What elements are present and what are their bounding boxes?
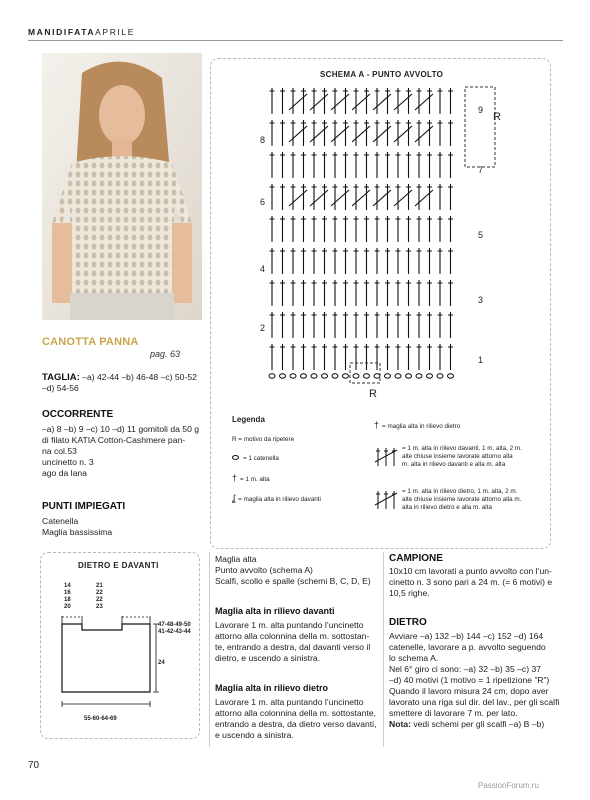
chart-stitch-symbol (322, 88, 327, 114)
chart-stitch-symbol (291, 312, 296, 338)
chart-stitch-symbol (270, 248, 275, 274)
chart-cross-symbol (331, 190, 349, 206)
chart-cross-symbol (415, 94, 433, 110)
chart-stitch-symbol (364, 120, 369, 146)
chart-stitch-symbol (385, 312, 390, 338)
chart-stitch-symbol (385, 280, 390, 306)
chart-stitch-symbol (301, 248, 306, 274)
chart-stitch-symbol (406, 120, 411, 146)
chart-cross-symbol (352, 126, 370, 142)
chart-cross-symbol (289, 94, 307, 110)
chart-stitch-symbol (354, 312, 359, 338)
chart-stitch-symbol (427, 152, 432, 178)
chart-stitch-symbol (438, 344, 443, 370)
chart-stitch-symbol (312, 280, 317, 306)
chart-stitch-symbol (312, 344, 317, 370)
chart-stitch-symbol (448, 216, 453, 242)
chart-chain-symbol (427, 374, 433, 378)
chart-stitch-symbol (438, 88, 443, 114)
chart-stitch-symbol (280, 280, 285, 306)
chart-stitch-symbol (427, 216, 432, 242)
chart-stitch-symbol (438, 120, 443, 146)
chart-stitch-symbol (301, 184, 306, 210)
dietro-text: Avviare –a) 132 –b) 144 –c) 152 –d) 164 catenelle, lavorare a p. avvolto seguendo lo schema A. Nel 6° giro ci sono: –a) 32 –b) 35 –c) 37 –d) 40 motivi (1 motivo = 1 ripetizione ”R”) Quando il lavoro misura 24 cm, dopo aver lavorato una riga sul dir. del lav., per gli scalfi smettere di lavorare 7 m. per lato. Nota: vedi schemi per gli scalfi –a) B –b) (389, 631, 560, 729)
legend-combo-front: = 1 m. alta in rilievo davanti, 1 m. alta, 2 m. alte chiuse insieme lavorate attorno alla m. alta in rilievo davanti e alla m. alta (402, 445, 522, 468)
chart-stitch-symbol (343, 344, 348, 370)
punti-list: Catenella Maglia bassissima (42, 516, 113, 537)
chart-stitch-symbol (322, 344, 327, 370)
chart-stitch-symbol (291, 88, 296, 114)
chart-stitch-symbol (354, 120, 359, 146)
chart-stitch-symbol (280, 152, 285, 178)
chart-stitch-symbol (396, 120, 401, 146)
chart-stitch-symbol (448, 88, 453, 114)
chart-cross-symbol (310, 126, 328, 142)
schematic-left-nums: 14 16 18 20 (64, 583, 71, 610)
chart-stitch-symbol (375, 248, 380, 274)
chart-stitch-symbol (448, 152, 453, 178)
magazine-header: MANIDIFATAAPRILE (28, 27, 135, 37)
chart-stitch-symbol (417, 88, 422, 114)
chart-stitch-symbol (322, 152, 327, 178)
chart-stitch-symbol (427, 344, 432, 370)
chart-stitch-symbol (396, 280, 401, 306)
legend-dc: † = 1 m. alta (232, 473, 270, 483)
chart-cross-symbol (289, 190, 307, 206)
chart-stitch-symbol (301, 280, 306, 306)
chart-stitch-symbol (270, 120, 275, 146)
back-post-icon: † (374, 420, 380, 430)
chart-cross-symbol (310, 190, 328, 206)
rilievo-dietro-heading: Maglia alta in rilievo dietro (215, 683, 329, 693)
chart-stitch-symbol (406, 248, 411, 274)
chart-cross-symbol (373, 94, 391, 110)
chart-chain-symbol (322, 374, 328, 378)
row-num-3: 3 (478, 295, 484, 305)
chart-cross-symbol (352, 190, 370, 206)
chart-stitch-symbol (375, 216, 380, 242)
rilievo-davanti-text: Lavorare 1 m. alta puntando l’uncinetto attorno alla colonnina della m. sottostan- te, entrando a destra, dal davanti verso il dietro, e uscendo a sinistra. (215, 620, 371, 663)
chart-cross-symbol (394, 94, 412, 110)
chart-stitch-symbol (354, 248, 359, 274)
chart-stitch-symbol (385, 88, 390, 114)
chart-stitch-symbol (291, 248, 296, 274)
chart-chain-symbol (406, 374, 412, 378)
pattern-title: CANOTTA PANNA (42, 336, 139, 348)
chart-stitch-symbol (406, 216, 411, 242)
chart-stitch-symbol (322, 120, 327, 146)
chart-chain-symbol (364, 374, 370, 378)
chart-chain-symbol (374, 374, 380, 378)
repeat-label-right: R (493, 111, 501, 123)
chart-stitch-symbol (322, 280, 327, 306)
chart-stitch-symbol (333, 88, 338, 114)
chart-stitch-symbol (280, 248, 285, 274)
taglia-block: TAGLIA: –a) 42-44 –b) 46-48 –c) 50-52 –d) 54-56 (42, 372, 197, 393)
chart-chain-symbol (332, 374, 338, 378)
legend-bpdc: † = maglia alta in rilievo dietro (374, 420, 461, 430)
chart-stitch-symbol (280, 184, 285, 210)
chart-cross-symbol (373, 126, 391, 142)
chart-stitch-symbol (301, 216, 306, 242)
chart-stitch-symbol (396, 152, 401, 178)
chart-stitch-symbol (333, 280, 338, 306)
chart-stitch-symbol (343, 312, 348, 338)
chart-stitch-symbol (396, 312, 401, 338)
chart-stitch-symbol (448, 184, 453, 210)
chart-stitch-symbol (343, 216, 348, 242)
legend-title: Legenda (232, 415, 265, 424)
chart-stitch-symbol (354, 88, 359, 114)
schematic-height: 24 (158, 660, 165, 666)
chart-stitch-symbol (333, 344, 338, 370)
repeat-label-bottom: R (369, 388, 377, 400)
chart-stitch-symbol (301, 312, 306, 338)
chart-stitch-symbol (312, 152, 317, 178)
chart-stitch-symbol (364, 88, 369, 114)
chart-stitch-symbol (364, 184, 369, 210)
chart-stitch-symbol (270, 184, 275, 210)
chart-stitch-symbol (448, 344, 453, 370)
chart-stitch-symbol (385, 344, 390, 370)
chart-stitch-symbol (301, 344, 306, 370)
chart-stitch-symbol (343, 248, 348, 274)
chart-stitch-symbol (417, 344, 422, 370)
chart-chain-symbol (353, 374, 359, 378)
chart-stitch-symbol (385, 152, 390, 178)
chart-stitch-symbol (312, 88, 317, 114)
chart-stitch-symbol (291, 120, 296, 146)
chart-cross-symbol (394, 190, 412, 206)
chart-stitch-symbol (343, 184, 348, 210)
chart-stitch-symbol (270, 152, 275, 178)
chart-stitch-symbol (448, 312, 453, 338)
chart-stitch-symbol (438, 312, 443, 338)
row-num-9: 9 (478, 105, 484, 115)
row-num-8: 8 (260, 135, 266, 145)
chart-stitch-symbol (280, 216, 285, 242)
row-num-4: 4 (260, 264, 266, 274)
chart-stitch-symbol (385, 184, 390, 210)
chart-stitch-symbol (364, 312, 369, 338)
chart-stitch-symbol (448, 280, 453, 306)
column-separator-2 (383, 552, 384, 747)
chart-stitch-symbol (364, 216, 369, 242)
chart-stitch-symbol (438, 248, 443, 274)
chart-stitch-symbol (322, 248, 327, 274)
chart-stitch-symbol (375, 312, 380, 338)
chart-stitch-symbol (417, 312, 422, 338)
chart-stitch-symbol (385, 216, 390, 242)
row-num-2: 2 (260, 323, 266, 333)
chart-stitch-symbol (270, 280, 275, 306)
chart-stitch-symbol (312, 184, 317, 210)
campione-heading: CAMPIONE (389, 553, 443, 564)
chart-stitch-symbol (343, 120, 348, 146)
chart-chain-symbol (311, 374, 317, 378)
chart-stitch-symbol (438, 184, 443, 210)
chart-stitch-symbol (312, 120, 317, 146)
chart-stitch-symbol (343, 280, 348, 306)
chart-stitch-symbol (417, 216, 422, 242)
chart-stitch-symbol (270, 344, 275, 370)
header-rule (28, 40, 563, 41)
chart-stitch-symbol (312, 312, 317, 338)
front-post-icon: ʆ (232, 493, 236, 503)
chart-stitch-symbol (375, 120, 380, 146)
legend-combo-back: = 1 m. alta in rilievo dietro, 1 m. alta, 2 m. alte chiuse insieme lavorate attorno alla m. alta in rilievo dietro e alla m. alta (402, 488, 522, 511)
chart-stitch-symbol (406, 88, 411, 114)
chart-stitch-symbol (406, 152, 411, 178)
chart-stitch-symbol (364, 152, 369, 178)
chart-chain-symbol (290, 374, 296, 378)
chart-cross-symbol (394, 126, 412, 142)
chart-cross-symbol (352, 94, 370, 110)
schematic-side-top: 47-48-49-50 41-42-43-44 (158, 622, 191, 635)
chart-stitch-symbol (280, 312, 285, 338)
chart-stitch-symbol (301, 152, 306, 178)
chart-stitch-symbol (396, 248, 401, 274)
chart-cross-symbol (331, 126, 349, 142)
chart-stitch-symbol (301, 88, 306, 114)
chart-stitch-symbol (448, 120, 453, 146)
dietro-heading: DIETRO (389, 617, 427, 628)
chart-stitch-symbol (364, 248, 369, 274)
chart-stitch-symbol (270, 216, 275, 242)
middle-intro: Maglia alta Punto avvolto (schema A) Scalfi, scollo e spalle (schemi B, C, D, E) (215, 554, 371, 586)
chart-stitch-symbol (322, 216, 327, 242)
chart-stitch-symbol (333, 312, 338, 338)
chart-cross-symbol (310, 94, 328, 110)
chart-cross-symbol (415, 126, 433, 142)
chart-stitch-symbol (396, 88, 401, 114)
chart-stitch-symbol (427, 184, 432, 210)
chart-stitch-symbol (406, 184, 411, 210)
chart-stitch-symbol (354, 344, 359, 370)
chart-stitch-symbol (322, 184, 327, 210)
chart-stitch-symbol (343, 88, 348, 114)
chart-stitch-symbol (280, 120, 285, 146)
occorrente-heading: OCCORRENTE (42, 409, 114, 420)
chart-stitch-symbol (280, 344, 285, 370)
chart-stitch-symbol (406, 312, 411, 338)
chart-stitch-symbol (375, 344, 380, 370)
chart-stitch-symbol (312, 216, 317, 242)
chart-stitch-symbol (375, 280, 380, 306)
chart-stitch-symbol (280, 88, 285, 114)
chart-cross-symbol (331, 94, 349, 110)
legend-repeat: R = motivo da ripetere (232, 436, 295, 443)
chart-stitch-symbol (354, 184, 359, 210)
chart-chain-symbol (343, 374, 349, 378)
campione-text: 10x10 cm lavorati a punto avvolto con l’un- cinetto n. 3 sono pari a 24 m. (= 6 motivi) e 10,5 righe. (389, 566, 553, 598)
column-separator-1 (209, 552, 210, 747)
chart-stitch-symbol (417, 184, 422, 210)
chart-stitch-symbol (333, 216, 338, 242)
chart-stitch-symbol (333, 152, 338, 178)
chart-stitch-symbol (333, 248, 338, 274)
chart-stitch-symbol (354, 280, 359, 306)
combo2-icon (374, 489, 398, 516)
chart-chain-symbol (437, 374, 443, 378)
double-crochet-icon: † (232, 473, 238, 483)
chart-stitch-symbol (448, 248, 453, 274)
chart-stitch-symbol (427, 120, 432, 146)
watermark: PassionForum.ru (478, 781, 539, 790)
chart-cross-symbol (373, 190, 391, 206)
chart-stitch-symbol (375, 152, 380, 178)
chart-stitch-symbol (385, 248, 390, 274)
chart-stitch-symbol (438, 280, 443, 306)
chart-stitch-symbol (396, 344, 401, 370)
chart-stitch-symbol (406, 344, 411, 370)
chart-stitch-symbol (375, 88, 380, 114)
chart-chain-symbol (448, 374, 454, 378)
row-num-6: 6 (260, 197, 266, 207)
chart-chain-symbol (395, 374, 401, 378)
chart-stitch-symbol (427, 88, 432, 114)
chart-stitch-symbol (354, 216, 359, 242)
chart-chain-symbol (385, 374, 391, 378)
chart-stitch-symbol (312, 248, 317, 274)
chart-stitch-symbol (375, 184, 380, 210)
chart-stitch-symbol (417, 280, 422, 306)
combo1-icon (374, 446, 398, 473)
chart-stitch-symbol (333, 120, 338, 146)
chart-cross-symbol (415, 190, 433, 206)
stitch-chart (210, 80, 550, 410)
legend-fpdc: ʆ = maglia alta in rilievo davanti (232, 493, 321, 503)
chart-stitch-symbol (354, 152, 359, 178)
legend-chain: = 1 catenella (232, 455, 279, 463)
chart-stitch-symbol (333, 184, 338, 210)
chart-stitch-symbol (396, 216, 401, 242)
chart-stitch-symbol (417, 120, 422, 146)
chart-stitch-symbol (270, 312, 275, 338)
chart-stitch-symbol (301, 120, 306, 146)
chart-stitch-symbol (427, 280, 432, 306)
chart-stitch-symbol (291, 152, 296, 178)
page-reference: pag. 63 (150, 349, 181, 359)
occorrente-list: –a) 8 –b) 9 –c) 10 –d) 11 gomitoli da 50 g di filato KATIA Cotton-Cashmere pan- na col.53 uncinetto n. 3 ago da lana (42, 424, 200, 478)
chart-stitch-symbol (364, 280, 369, 306)
chart-stitch-symbol (396, 184, 401, 210)
chart-stitch-symbol (427, 248, 432, 274)
chart-stitch-symbol (438, 216, 443, 242)
chart-chain-symbol (269, 374, 275, 378)
chart-stitch-symbol (417, 248, 422, 274)
chart-stitch-symbol (291, 184, 296, 210)
rilievo-davanti-heading: Maglia alta in rilievo davanti (215, 606, 335, 616)
chart-chain-symbol (280, 374, 286, 378)
chart-stitch-symbol (270, 88, 275, 114)
chart-chain-symbol (416, 374, 422, 378)
schematic-title: DIETRO E DAVANTI (78, 561, 159, 570)
chart-stitch-symbol (291, 344, 296, 370)
chart-stitch-symbol (438, 152, 443, 178)
model-photo (42, 53, 202, 320)
chart-stitch-symbol (427, 312, 432, 338)
chart-title: SCHEMA A - PUNTO AVVOLTO (320, 70, 444, 79)
chart-stitch-symbol (343, 152, 348, 178)
row-num-7: 7 (478, 165, 484, 175)
chain-icon (232, 455, 239, 460)
chart-stitch-symbol (406, 280, 411, 306)
row-num-1: 1 (478, 355, 484, 365)
chart-stitch-symbol (417, 152, 422, 178)
rilievo-dietro-text: Lavorare 1 m. alta puntando l’uncinetto attorno alla colonnina della m. sottostante, entrando a destra, da dietro verso davanti, e uscendo a sinistra. (215, 697, 377, 740)
chart-cross-symbol (289, 126, 307, 142)
chart-chain-symbol (301, 374, 307, 378)
chart-stitch-symbol (322, 312, 327, 338)
punti-heading: PUNTI IMPIEGATI (42, 501, 126, 512)
row-num-5: 5 (478, 230, 484, 240)
chart-stitch-symbol (291, 216, 296, 242)
schematic-width: 55-60-64-69 (84, 716, 117, 722)
chart-stitch-symbol (291, 280, 296, 306)
schematic-right-nums: 21 22 22 23 (96, 583, 103, 610)
chart-stitch-symbol (364, 344, 369, 370)
page-number: 70 (28, 760, 40, 771)
chart-stitch-symbol (385, 120, 390, 146)
